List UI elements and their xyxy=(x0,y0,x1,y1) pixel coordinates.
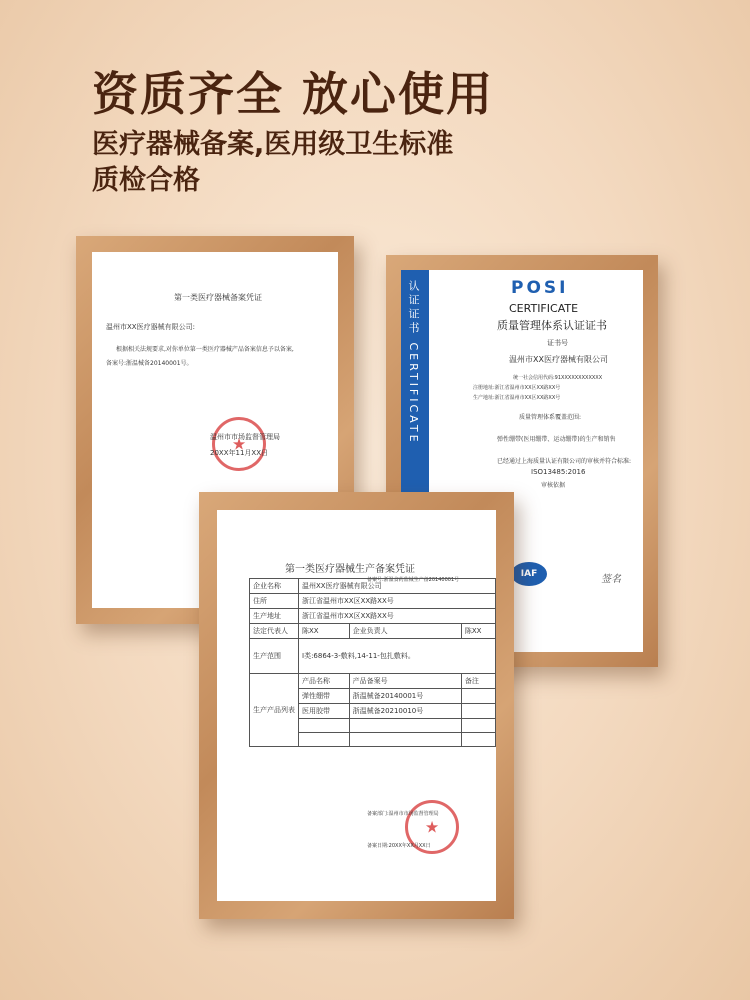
cert-left-body1: 根据相关法规要求,对你单位第一类医疗器械产品备案信息予以备案, xyxy=(116,346,294,353)
headline: 资质齐全 放心使用 xyxy=(92,67,495,121)
cert-right-line6: 已经通过上海质量认证有限公司的审核并符合标准: xyxy=(497,458,632,465)
cert-right-line5: 弹性绷带(医用绷带、运动绷带)的生产和销售 xyxy=(497,436,616,443)
cert-left-issuer: 温州市市场监督管理局 xyxy=(210,433,280,441)
cert-right-line1: 统一社会信用代码:91XXXXXXXXXXXX xyxy=(513,375,603,381)
cert-right-band: 认证证书 CERTIFICATE xyxy=(401,270,429,652)
seal-left xyxy=(212,417,266,471)
cert-right-title-cn: 质量管理体系认证证书 xyxy=(497,319,607,332)
cert-right-standard: ISO13485:2016 xyxy=(531,468,586,476)
cert-right-company: 温州市XX医疗器械有限公司 xyxy=(509,355,608,364)
subheadline-1: 医疗器械备案,医用级卫生标准 xyxy=(92,129,454,160)
iaf-logo: IAF xyxy=(511,562,547,586)
cert-front-paper xyxy=(217,510,496,901)
cert-right-no: 证书号 xyxy=(547,339,568,347)
cert-left-title: 第一类医疗器械备案凭证 xyxy=(174,293,262,302)
cert-right-line3: 生产地址:浙江省温州市XX区XX路XX号 xyxy=(473,395,561,401)
frame-front xyxy=(199,492,514,919)
cert-front-table: 企业名称 温州XX医疗器械有限公司 住所 浙江省温州市XX区XX路XX号 生产地址 浙江省温州市XX区XX路XX号 法定代表人 陈XX 企业负责人 陈XX 生产范围 Ⅰ类:6864-3-敷料,14-11-包扎敷料。 生产产品列表 产品名称 产品备案号 备注 弹性绷带 浙温械备20140001号 医用胶带 浙温械备20210010号 xyxy=(249,578,496,747)
cert-front-number: 备案号:浙温食药监械生产备20140001号 xyxy=(367,577,460,583)
cert-right-line7: 审核依据 xyxy=(541,482,566,489)
cert-front-date: 备案日期:20XX年XX月XX日 xyxy=(367,843,431,849)
cert-right-line2: 注册地址:浙江省温州市XX区XX路XX号 xyxy=(473,385,561,391)
cert-right-line4: 质量管理体系覆盖范围: xyxy=(519,414,582,421)
posi-logo: POSI xyxy=(511,278,569,298)
subheadline-2: 质检合格 xyxy=(92,165,200,196)
cert-front-issuer: 备案部门:温州市市场监督管理局 xyxy=(367,811,439,817)
cert-left-date: 20XX年11月XX日 xyxy=(210,449,268,457)
cert-front-title: 第一类医疗器械生产备案凭证 xyxy=(285,564,415,575)
cert-right-title-en: CERTIFICATE xyxy=(509,302,579,315)
cert-left-body2: 备案号:浙温械备20140001号。 xyxy=(106,360,193,367)
cert-right-sign: 签名 xyxy=(601,574,621,585)
cert-left-company: 温州市XX医疗器械有限公司: xyxy=(106,323,195,331)
